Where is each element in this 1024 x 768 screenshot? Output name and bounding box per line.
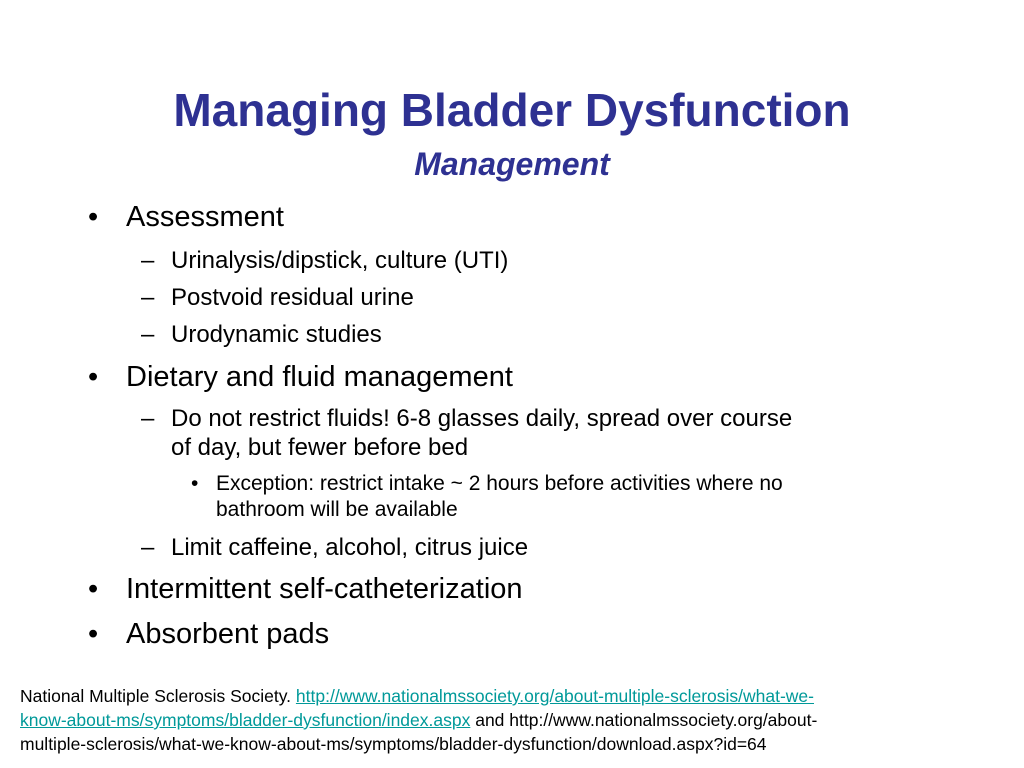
sub-bullet-text-line1: Do not restrict fluids! 6-8 glasses daily, spread over course bbox=[171, 405, 793, 432]
bullet-marker: • bbox=[88, 618, 99, 650]
sub-bullet-text-line2: of day, but fewer before bed bbox=[171, 434, 469, 461]
bullet-marker: • bbox=[88, 361, 99, 393]
sub-bullet-text: Urinalysis/dipstick, culture (UTI) bbox=[171, 247, 509, 274]
citation-line1 bbox=[20, 684, 1010, 708]
bullet-marker-small: • bbox=[191, 472, 199, 495]
dash-marker: – bbox=[141, 247, 155, 274]
bullet-marker: • bbox=[88, 573, 99, 605]
bullet-marker: • bbox=[88, 201, 99, 233]
bullet-text: Absorbent pads bbox=[126, 618, 330, 650]
slide-title: Managing Bladder Dysfunction bbox=[173, 84, 851, 136]
citation-link-continued[interactable]: know-about-ms/symptoms/bladder-dysfunction/index.aspx bbox=[20, 710, 471, 730]
citation-line2 bbox=[20, 708, 1010, 732]
sub-sub-bullet-exception bbox=[191, 471, 936, 523]
bullet-pads bbox=[88, 617, 330, 651]
sub-bullet-postvoid bbox=[141, 283, 931, 312]
sub-bullet-fluids bbox=[141, 404, 931, 462]
sub-bullet-text: Urodynamic studies bbox=[171, 321, 382, 348]
bullet-dietary bbox=[88, 360, 513, 394]
bullet-text: Dietary and fluid management bbox=[126, 361, 513, 393]
sub-bullet-caffeine bbox=[141, 533, 931, 562]
dash-marker: – bbox=[141, 534, 155, 561]
citation-line3: multiple-sclerosis/what-we-know-about-ms/symptoms/bladder-dysfunction/download.aspx?id=64 bbox=[20, 734, 767, 754]
sub-bullet-text: Limit caffeine, alcohol, citrus juice bbox=[171, 534, 529, 561]
sub-sub-bullet-text-line2: bathroom will be available bbox=[216, 498, 458, 521]
citation-source: National Multiple Sclerosis Society. bbox=[20, 686, 292, 706]
sub-sub-bullet-text-line1: Exception: restrict intake ~ 2 hours before activities where no bbox=[216, 472, 783, 495]
citation-and-text: and http://www.nationalmssociety.org/about- bbox=[475, 710, 818, 730]
source-citation bbox=[20, 684, 1010, 756]
slide-subtitle: Management bbox=[414, 146, 610, 182]
sub-bullet-urodynamic bbox=[141, 320, 931, 349]
sub-bullet-text: Postvoid residual urine bbox=[171, 284, 414, 311]
bullet-catheterization bbox=[88, 572, 523, 606]
bullet-text: Assessment bbox=[126, 201, 284, 233]
citation-link[interactable]: http://www.nationalmssociety.org/about-multiple-sclerosis/what-we- bbox=[295, 686, 814, 706]
dash-marker: – bbox=[141, 284, 155, 311]
dash-marker: – bbox=[141, 405, 155, 432]
bullet-text: Intermittent self-catheterization bbox=[126, 573, 523, 605]
dash-marker: – bbox=[141, 321, 155, 348]
sub-bullet-urinalysis bbox=[141, 246, 931, 275]
bullet-assessment bbox=[88, 200, 284, 234]
